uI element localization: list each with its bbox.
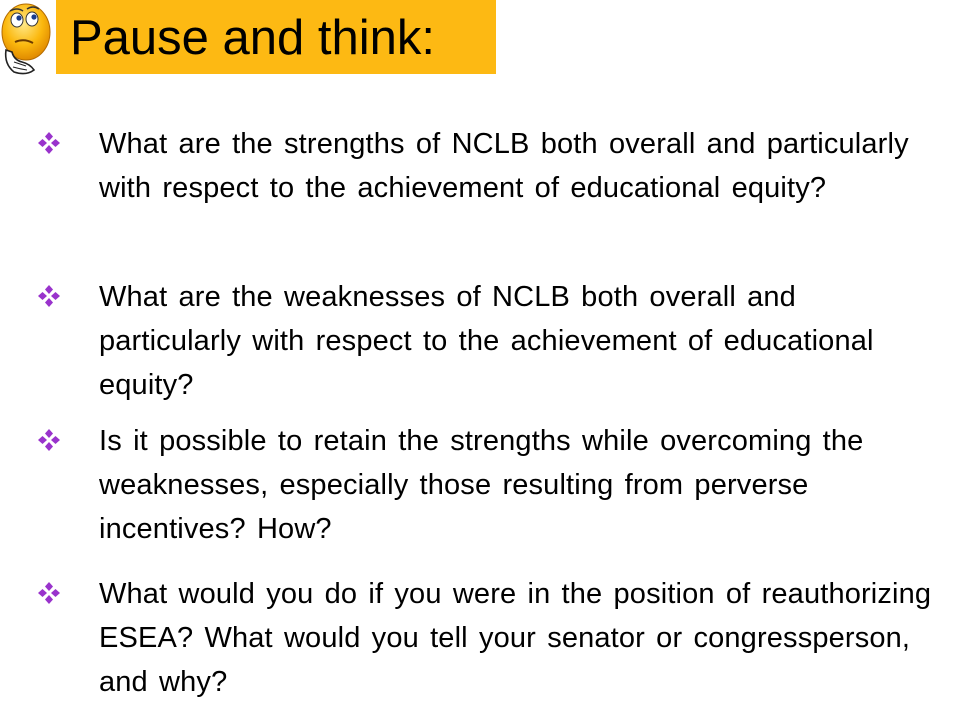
bullet-text: What are the strengths of NCLB both overall and particularly with respect to the achievement of educational equity? [99,128,909,204]
four-diamond-bullet-icon [37,581,61,605]
slide-title: Pause and think: [70,11,436,65]
bullet-text: What would you do if you were in the position of reauthorizing ESEA? What would you tell your senator or congressperson, and why? [99,578,932,698]
four-diamond-bullet-icon [37,284,61,308]
four-diamond-bullet-icon [37,131,61,155]
bullet-text: What are the weaknesses of NCLB both overall and particularly with respect to the achievement of educational equity? [99,281,874,401]
four-diamond-bullet-icon [37,428,61,452]
bullet-text: Is it possible to retain the strengths while overcoming the weaknesses, especially those resulting from perverse incentives? How? [99,425,864,545]
